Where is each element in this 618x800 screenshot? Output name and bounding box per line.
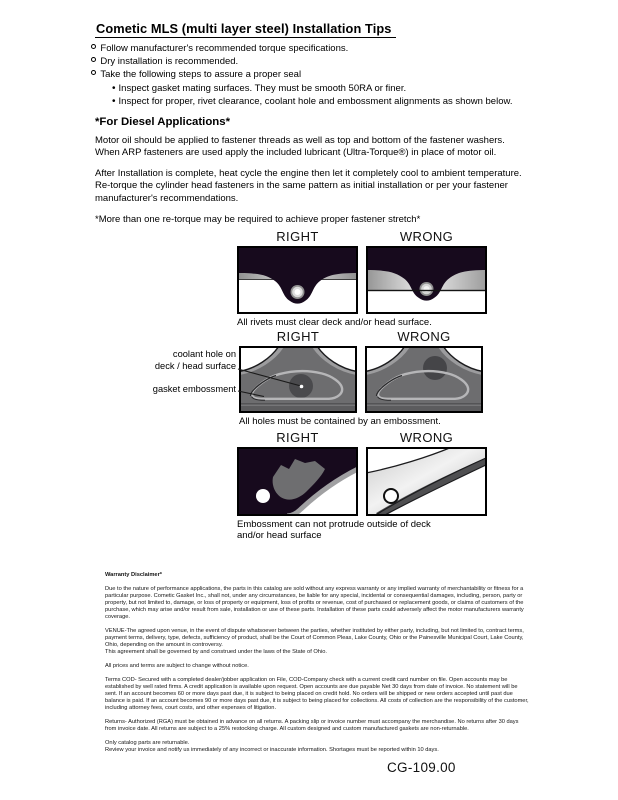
right-label: RIGHT bbox=[276, 229, 319, 244]
diesel-applications-section bbox=[95, 116, 531, 234]
bullet-text: Inspect gasket mating surfaces. They must be smooth 50RA or finer. bbox=[118, 82, 407, 94]
diesel-heading: *For Diesel Applications* bbox=[95, 116, 231, 128]
retorque-note: *More than one re-torque may be required to achieve proper fastener stretch* bbox=[95, 213, 421, 225]
right-label: RIGHT bbox=[276, 430, 319, 445]
rivet-wrong-diagram bbox=[366, 246, 487, 314]
returns-paragraph: Returns- Authorized (RGA) must be obtained in advance on all returns. A packing slip or invoice number must accompany the merchandise. No returns after 30 days from invoice date. All returns are subject to a 25% restocking charge. All custom designed and custom manufactured gaskets are non-returnable. bbox=[105, 719, 519, 732]
warranty-heading: Warranty Disclaimer* bbox=[105, 572, 163, 578]
protrusion-right-diagram bbox=[237, 447, 358, 516]
bolt-hole bbox=[256, 489, 270, 503]
coolant-hole bbox=[289, 374, 313, 398]
catalog-note: Only catalog parts are returnable. Review your invoice and notify us immediately of any incorrect or inaccurate information. Shortages must be reported within 10 days. bbox=[105, 740, 439, 753]
diagram-row-rivet-clearance bbox=[237, 229, 487, 328]
annotation-gasket-embossment: gasket embossment bbox=[152, 384, 236, 394]
diesel-paragraph-1: Motor oil should be applied to fastener threads as well as top and bottom of the fastener washers. When ARP fasteners are used apply the included lubricant (Ultra-Torque®) in place of motor oil. bbox=[95, 134, 505, 159]
dot-bullet-icon: • bbox=[112, 95, 116, 107]
venue-paragraph: VENUE-The agreed upon venue, in the event of dispute whatsoever between the parties, whether instituted by either party, including, but not limited to, contract terms, payment terms, delivery, type, defects, sufficiency of product, shall be the Court of Common Pleas, Lake County, Ohio or the Painesville Municipal Court, Lake County, Ohio, depending on the amount in controversy. This agreement shall be governed by and construed under the laws of the State of Ohio. bbox=[105, 628, 524, 655]
annotation-coolant-hole: coolant hole on deck / head surface bbox=[154, 349, 236, 371]
installation-tips-list bbox=[91, 42, 546, 108]
bullet-text: Follow manufacturer's recommended torque specifications. bbox=[100, 43, 349, 54]
embossment-right-diagram bbox=[239, 346, 357, 413]
wrong-label: WRONG bbox=[399, 430, 454, 445]
coolant-hole bbox=[423, 356, 447, 380]
wrong-label: WRONG bbox=[397, 329, 451, 344]
diagram-caption: All holes must be contained by an embossment. bbox=[239, 416, 441, 427]
diagram-row-embossment bbox=[239, 329, 483, 427]
rivet-right-diagram bbox=[237, 246, 358, 314]
right-label: RIGHT bbox=[276, 329, 320, 344]
warranty-disclaimer-section bbox=[105, 572, 531, 761]
open-circle-bullet-icon bbox=[91, 44, 96, 49]
open-circle-bullet-icon bbox=[91, 57, 96, 62]
wrong-label: WRONG bbox=[399, 229, 454, 244]
diagram-labels bbox=[237, 430, 487, 445]
diagram-caption: All rivets must clear deck and/or head surface. bbox=[237, 317, 432, 328]
terms-paragraph: Terms COD- Secured with a completed dealer/jobber application on File, COD-Company check with a current credit card number on file. Open accounts may be established by well rated firms. A credit application is available upon request. Open accounts are due payable Net 30 days from date of invoice. No statement will be sent. If an account becomes 60 or more days past due, it is subject to being placed on credit hold. No orders will be shipped or new orders accepted until past due balance is paid. If an account becomes 90 or more days past due, it is subject to being placed for collections. All costs of collection are the responsibility of the customer, including attorney fees, court costs, and other expenses of litigation. bbox=[105, 677, 529, 711]
page-title: Cometic MLS (multi layer steel) Installation Tips bbox=[95, 21, 396, 38]
page-code: CG-109.00 bbox=[387, 760, 456, 775]
protrusion-wrong-diagram bbox=[366, 447, 487, 516]
diagram-labels bbox=[239, 329, 483, 344]
diagram-annotations bbox=[118, 349, 236, 396]
sub-bullet-item bbox=[112, 82, 546, 95]
bolt-hole bbox=[384, 489, 398, 503]
diesel-paragraph-2: After Installation is complete, heat cycle the engine then let it completely cool to ambient temperature. Re-torque the cylinder head fasteners in the same pattern as initial installation or per your fastener manufacturer's recommendations. bbox=[95, 167, 522, 204]
sub-bullet-item bbox=[112, 95, 546, 108]
dot-bullet-icon: • bbox=[112, 82, 116, 94]
diagram-row-protrusion bbox=[237, 430, 487, 541]
diagram-caption: Embossment can not protrude outside of deck and/or head surface bbox=[237, 519, 431, 541]
bullet-item bbox=[91, 55, 546, 68]
diagram-labels bbox=[237, 229, 487, 244]
warranty-paragraph: Due to the nature of performance applications, the parts in this catalog are sold without any express warranty or any implied warranty of merchantability or fitness for a particular purpose. Cometic Gasket Inc., shall not, under any circumstances, be liable for any special, incidental or consequential damages, including, person, party or property, but not limited to, damage, or loss of property or equipment, loss of profits or revenue, cost of purchased or replacement goods, or claims of customers of the purchase, which may arise and/or result from sale, installation or use of these parts. Installation of these parts could adversely affect the motor manufacturers warranty coverage. bbox=[105, 586, 524, 620]
bullet-text: Take the following steps to assure a proper seal bbox=[100, 69, 302, 81]
bullet-text: Inspect for proper, rivet clearance, coolant hole and embossment alignments as shown below. bbox=[118, 95, 513, 107]
bullet-item bbox=[91, 42, 546, 55]
bullet-text: Dry installation is recommended. bbox=[100, 56, 239, 68]
embossment-wrong-diagram bbox=[365, 346, 483, 413]
prices-note: All prices and terms are subject to change without notice. bbox=[105, 663, 249, 669]
open-circle-bullet-icon bbox=[91, 70, 96, 75]
bullet-item bbox=[91, 68, 546, 81]
